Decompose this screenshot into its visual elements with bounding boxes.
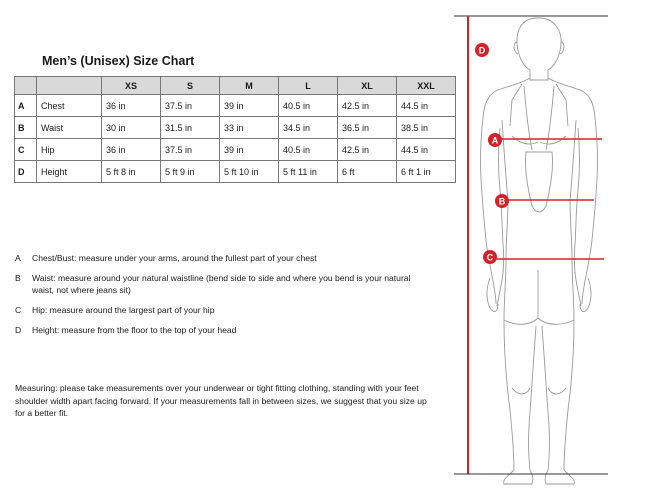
- table-cell: 39 in: [220, 95, 279, 117]
- size-header: XL: [338, 77, 397, 95]
- note-letter: C: [15, 305, 22, 315]
- table-cell: 5 ft 10 in: [220, 161, 279, 183]
- table-cell: 40.5 in: [279, 139, 338, 161]
- note-text: Height: measure from the floor to the top of your head: [32, 325, 237, 335]
- size-header: S: [161, 77, 220, 95]
- note-chest: [15, 252, 425, 264]
- marker-b-label: B: [498, 196, 506, 207]
- table-cell: 5 ft 8 in: [102, 161, 161, 183]
- row-letter: D: [15, 161, 37, 183]
- note-height: [15, 324, 425, 336]
- row-measure: Chest: [37, 95, 102, 117]
- note-letter: B: [15, 273, 21, 283]
- row-letter: A: [15, 95, 37, 117]
- table-header-row: [15, 77, 456, 95]
- table-cell: 40.5 in: [279, 95, 338, 117]
- row-letter: B: [15, 117, 37, 139]
- note-letter: D: [15, 325, 22, 335]
- row-letter: C: [15, 139, 37, 161]
- table-row: [15, 117, 456, 139]
- table-cell: 33 in: [220, 117, 279, 139]
- note-waist: [15, 272, 425, 296]
- size-header: XS: [102, 77, 161, 95]
- row-measure: Waist: [37, 117, 102, 139]
- marker-a-label: A: [491, 135, 499, 146]
- marker-c: [483, 250, 497, 264]
- table-cell: 36.5 in: [338, 117, 397, 139]
- table-cell: 37.5 in: [161, 139, 220, 161]
- table-cell: 6 ft 1 in: [397, 161, 456, 183]
- table-cell: 36 in: [102, 95, 161, 117]
- marker-c-label: C: [486, 252, 494, 263]
- table-cell: 37.5 in: [161, 95, 220, 117]
- body-outline: [478, 18, 598, 484]
- table-cell: 42.5 in: [338, 139, 397, 161]
- table-row: [15, 95, 456, 117]
- table-cell: 34.5 in: [279, 117, 338, 139]
- table-cell: 39 in: [220, 139, 279, 161]
- note-hip: [15, 304, 425, 316]
- chart-title: Men’s (Unisex) Size Chart: [42, 54, 195, 68]
- table-cell: 5 ft 9 in: [161, 161, 220, 183]
- table-cell: 5 ft 11 in: [279, 161, 338, 183]
- size-header: L: [279, 77, 338, 95]
- measuring-instructions: Measuring: please take measurements over your underwear or tight fitting clothing, standing with your feet shoulder width apart facing forward. If your measurements fall in between sizes, we suggest that you size up for a better fit.: [15, 383, 427, 418]
- table-cell: 30 in: [102, 117, 161, 139]
- note-text: Chest/Bust: measure under your arms, around the fullest part of your chest: [32, 253, 317, 263]
- table-cell: 38.5 in: [397, 117, 456, 139]
- marker-d-label: D: [478, 45, 486, 56]
- row-measure: Hip: [37, 139, 102, 161]
- table-row: [15, 139, 456, 161]
- marker-a: [488, 133, 502, 147]
- row-measure: Height: [37, 161, 102, 183]
- size-header: M: [220, 77, 279, 95]
- table-cell: 44.5 in: [397, 139, 456, 161]
- note-text: Waist: measure around your natural waistline (bend side to side and where you bend is your natural waist, not where jeans sit): [32, 273, 411, 295]
- measurement-notes: [15, 252, 425, 344]
- table-cell: 42.5 in: [338, 95, 397, 117]
- header-blank: [15, 77, 37, 95]
- table-cell: 44.5 in: [397, 95, 456, 117]
- marker-d: [475, 43, 489, 57]
- note-letter: A: [15, 253, 21, 263]
- table-cell: 36 in: [102, 139, 161, 161]
- note-text: Hip: measure around the largest part of your hip: [32, 305, 215, 315]
- header-blank: [37, 77, 102, 95]
- body-measurement-figure: [440, 0, 649, 494]
- size-table: [14, 76, 456, 183]
- table-row: [15, 161, 456, 183]
- table-cell: 31.5 in: [161, 117, 220, 139]
- table-cell: 6 ft: [338, 161, 397, 183]
- marker-b: [495, 194, 509, 208]
- size-header: XXL: [397, 77, 456, 95]
